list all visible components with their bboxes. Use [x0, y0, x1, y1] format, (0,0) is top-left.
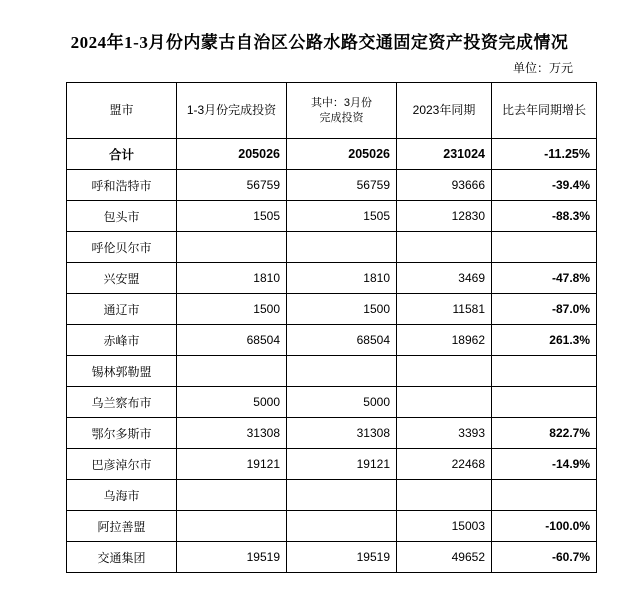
column-header-name: 盟市 — [67, 83, 177, 139]
cell-period-investment — [177, 232, 287, 263]
table-row — [67, 418, 597, 449]
row-label: 合计 — [67, 139, 177, 170]
table-container — [0, 82, 639, 573]
cell-period-investment: 1500 — [177, 294, 287, 325]
table-row — [67, 170, 597, 201]
cell-last-year — [397, 356, 492, 387]
table-head — [67, 83, 597, 139]
cell-period-investment — [177, 511, 287, 542]
march-investment-line1: 其中：3月份 — [310, 97, 373, 110]
table-row — [67, 511, 597, 542]
cell-last-year: 3393 — [397, 418, 492, 449]
cell-period-investment: 1505 — [177, 201, 287, 232]
cell-march-investment: 19519 — [287, 542, 397, 573]
cell-march-investment: 56759 — [287, 170, 397, 201]
cell-last-year: 11581 — [397, 294, 492, 325]
cell-march-investment: 31308 — [287, 418, 397, 449]
cell-last-year: 231024 — [397, 139, 492, 170]
cell-last-year: 93666 — [397, 170, 492, 201]
table-header-row — [67, 83, 597, 139]
row-label: 阿拉善盟 — [67, 511, 177, 542]
cell-last-year: 22468 — [397, 449, 492, 480]
cell-march-investment — [287, 511, 397, 542]
table-row — [67, 356, 597, 387]
cell-period-investment — [177, 356, 287, 387]
row-label: 交通集团 — [67, 542, 177, 573]
row-label: 呼和浩特市 — [67, 170, 177, 201]
table-row — [67, 263, 597, 294]
cell-growth — [492, 480, 597, 511]
cell-march-investment: 19121 — [287, 449, 397, 480]
table-row — [67, 232, 597, 263]
row-label: 通辽市 — [67, 294, 177, 325]
cell-growth: 261.3% — [492, 325, 597, 356]
march-investment-line2: 完成投资 — [319, 111, 364, 124]
cell-period-investment: 205026 — [177, 139, 287, 170]
cell-period-investment: 19519 — [177, 542, 287, 573]
cell-growth: -39.4% — [492, 170, 597, 201]
column-header-growth: 比去年同期增长 — [492, 83, 597, 139]
cell-growth: -47.8% — [492, 263, 597, 294]
cell-march-investment — [287, 480, 397, 511]
row-label: 锡林郭勒盟 — [67, 356, 177, 387]
row-label: 包头市 — [67, 201, 177, 232]
cell-growth: -11.25% — [492, 139, 597, 170]
cell-growth: -60.7% — [492, 542, 597, 573]
cell-growth: -100.0% — [492, 511, 597, 542]
cell-march-investment: 1810 — [287, 263, 397, 294]
cell-last-year — [397, 387, 492, 418]
row-label: 乌海市 — [67, 480, 177, 511]
cell-period-investment: 5000 — [177, 387, 287, 418]
cell-growth — [492, 232, 597, 263]
cell-march-investment — [287, 232, 397, 263]
cell-march-investment: 1500 — [287, 294, 397, 325]
row-label: 巴彦淖尔市 — [67, 449, 177, 480]
page-title: 2024年1-3月份内蒙古自治区公路水路交通固定资产投资完成情况 — [70, 33, 569, 52]
cell-period-investment: 56759 — [177, 170, 287, 201]
table-body — [67, 139, 597, 573]
unit-note: 单位：万元 — [512, 61, 573, 75]
cell-growth: -88.3% — [492, 201, 597, 232]
table-row — [67, 201, 597, 232]
cell-last-year: 15003 — [397, 511, 492, 542]
row-label: 赤峰市 — [67, 325, 177, 356]
row-label: 兴安盟 — [67, 263, 177, 294]
cell-growth — [492, 387, 597, 418]
cell-last-year — [397, 480, 492, 511]
cell-period-investment: 31308 — [177, 418, 287, 449]
cell-period-investment — [177, 480, 287, 511]
cell-march-investment: 205026 — [287, 139, 397, 170]
cell-march-investment: 1505 — [287, 201, 397, 232]
table-row — [67, 449, 597, 480]
cell-last-year — [397, 232, 492, 263]
cell-growth: -87.0% — [492, 294, 597, 325]
table-row — [67, 387, 597, 418]
row-label: 呼伦贝尔市 — [67, 232, 177, 263]
cell-period-investment: 68504 — [177, 325, 287, 356]
cell-last-year: 12830 — [397, 201, 492, 232]
cell-last-year: 49652 — [397, 542, 492, 573]
cell-growth: -14.9% — [492, 449, 597, 480]
table-row — [67, 325, 597, 356]
row-label: 鄂尔多斯市 — [67, 418, 177, 449]
cell-march-investment: 5000 — [287, 387, 397, 418]
column-header-march-investment — [287, 83, 397, 139]
cell-march-investment: 68504 — [287, 325, 397, 356]
table-row — [67, 480, 597, 511]
column-header-last-year: 2023年同期 — [397, 83, 492, 139]
cell-growth: 822.7% — [492, 418, 597, 449]
row-label: 乌兰察布市 — [67, 387, 177, 418]
column-header-period-investment: 1-3月份完成投资 — [177, 83, 287, 139]
cell-march-investment — [287, 356, 397, 387]
investment-table — [66, 82, 597, 573]
cell-last-year: 18962 — [397, 325, 492, 356]
table-row — [67, 542, 597, 573]
cell-period-investment: 1810 — [177, 263, 287, 294]
table-row — [67, 294, 597, 325]
cell-last-year: 3469 — [397, 263, 492, 294]
table-row — [67, 139, 597, 170]
cell-growth — [492, 356, 597, 387]
cell-period-investment: 19121 — [177, 449, 287, 480]
